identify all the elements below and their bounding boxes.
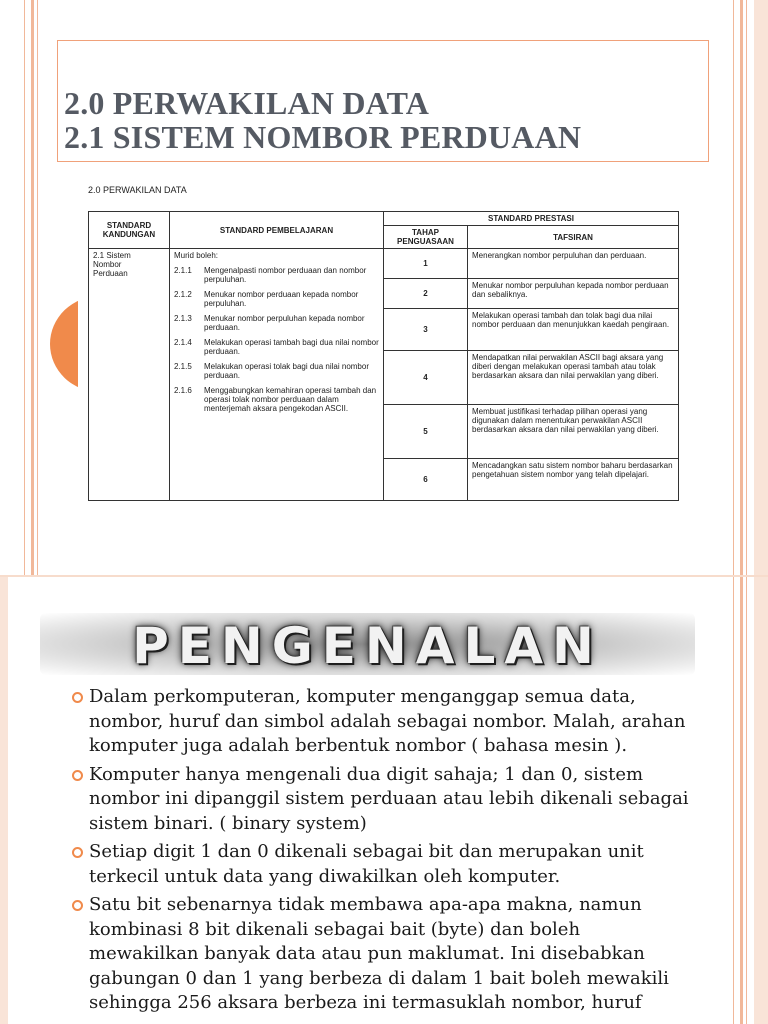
learning-outcome [174,362,379,380]
learning-outcome [174,266,379,284]
cell-standard-kandungan: 2.1 Sistem Nombor Perduaan [89,249,170,501]
learning-outcome [174,338,379,356]
header-tahap-penguasaan: TAHAP PENGUASAAN [384,226,468,249]
decor-stripe [24,0,25,575]
lo-text: Menukar nombor perpuluhan kepada nombor perduaan. [204,314,365,332]
list-item [70,685,690,759]
cell-tahap: 1 [384,249,468,279]
decor-stripe [0,577,8,1024]
decor-stripe [37,0,38,575]
slide-title [64,86,581,154]
lo-text: Menukar nombor perduaan kepada nombor perpuluhan. [204,290,359,308]
lo-number: 2.1.3 [174,314,192,323]
circle-bullet-icon [72,770,83,781]
cell-tafsiran: Membuat justifikasi terhadap pilihan operasi yang digunakan dalam menentukan perwakilan ASCII berdasarkan aksara dan nilai perwakilan yang diberi. [468,405,679,459]
cell-tafsiran: Mendapatkan nilai perwakilan ASCII bagi aksara yang diberi dengan melakukan operasi tambah atau tolak berdasarkan aksara dan nilai perwakilan yang diberi. [468,351,679,405]
cell-tahap: 5 [384,405,468,459]
lo-number: 2.1.6 [174,386,192,395]
lo-number: 2.1.1 [174,266,192,275]
learning-outcome [174,290,379,308]
decor-stripe [746,577,747,1024]
standards-table [88,211,679,501]
doc-heading: 2.0 PERWAKILAN DATA [88,185,187,195]
cell-tahap: 6 [384,459,468,501]
circle-bullet-icon [72,692,83,703]
bullet-text: Setiap digit 1 dan 0 dikenali sebagai bit dan merupakan unit terkecil untuk data yang diwakilkan oleh komputer. [89,841,644,887]
lo-text: Mengenalpasti nombor perduaan dan nombor perpuluhan. [204,266,367,284]
cell-learning-outcomes [170,249,384,501]
decor-stripe [754,577,768,1024]
bullet-text: Satu bit sebenarnya tidak membawa apa-apa makna, namun kombinasi 8 bit dikenali sebagai bait (byte) dan boleh mewakilkan banyak data atau pun maklumat. Ini disebabkan gabungan 0 dan 1 yang berbeza di dalam 1 bait boleh mewakili sehingga 256 aksara berbeza ini termasuklah nombor, huruf [89,894,669,1013]
cell-tahap: 2 [384,279,468,309]
cell-tafsiran: Menerangkan nombor perpuluhan dan perduaan. [468,249,679,279]
lo-intro: Murid boleh: [174,251,219,260]
circle-bullet-icon [72,900,83,911]
list-item [70,893,690,1016]
cell-tafsiran: Menukar nombor perpuluhan kepada nombor perduaan dan sebaliknya. [468,279,679,309]
learning-outcome [174,386,379,413]
bullet-text: Komputer hanya mengenali dua digit sahaja; 1 dan 0, sistem nombor ini dipanggil sistem perduaan atau lebih dikenali sebagai sistem binari. ( binary system) [89,763,689,834]
decor-stripe [733,0,734,575]
title-line-1: 2.0 PERWAKILAN DATA [64,85,430,121]
bullet-list [70,685,690,1020]
bullet-text: Dalam perkomputeran, komputer menganggap semua data, nombor, huruf dan simbol adalah sebagai nombor. Malah, arahan komputer juga adalah berbentuk nombor ( bahasa mesin ). [89,686,686,756]
decor-stripe [31,0,34,575]
list-item [70,840,690,889]
title-line-2: 2.1 SISTEM NOMBOR PERDUAAN [64,119,582,155]
document-image [78,175,693,515]
lo-text: Menggabungkan kemahiran operasi tambah dan operasi tolak nombor perduaan dalam menterjemah aksara pengekodan ASCII. [204,386,377,413]
decor-stripe [746,0,747,575]
decor-stripe [740,577,743,1024]
header-standard-pembelajaran: STANDARD PEMBELAJARAN [170,212,384,249]
decor-stripe [754,0,768,575]
header-tafsiran: TAFSIRAN [468,226,679,249]
lo-text: Melakukan operasi tolak bagi dua nilai nombor perduaan. [204,362,369,380]
banner-title: PENGENALAN [132,617,603,675]
learning-outcome [174,314,379,332]
lo-text: Melakukan operasi tambah bagi dua nilai nombor perduaan. [204,338,379,356]
cell-tafsiran: Melakukan operasi tambah dan tolak bagi dua nilai nombor perduaan dan menunjukkan kaedah pengiraan. [468,309,679,351]
header-standard-kandungan: STANDARD KANDUNGAN [89,212,170,249]
circle-bullet-icon [72,847,83,858]
cell-tahap: 4 [384,351,468,405]
lo-number: 2.1.2 [174,290,192,299]
list-item [70,763,690,837]
cell-tahap: 3 [384,309,468,351]
decor-stripe [733,577,734,1024]
wordart-banner [40,613,695,675]
cell-tafsiran: Mencadangkan satu sistem nombor baharu berdasarkan pengetahuan sistem nombor yang telah dipelajari. [468,459,679,501]
header-standard-prestasi: STANDARD PRESTASI [384,212,679,226]
decor-stripe [740,0,743,575]
lo-number: 2.1.4 [174,338,192,347]
slide-2 [0,577,768,1024]
lo-number: 2.1.5 [174,362,192,371]
